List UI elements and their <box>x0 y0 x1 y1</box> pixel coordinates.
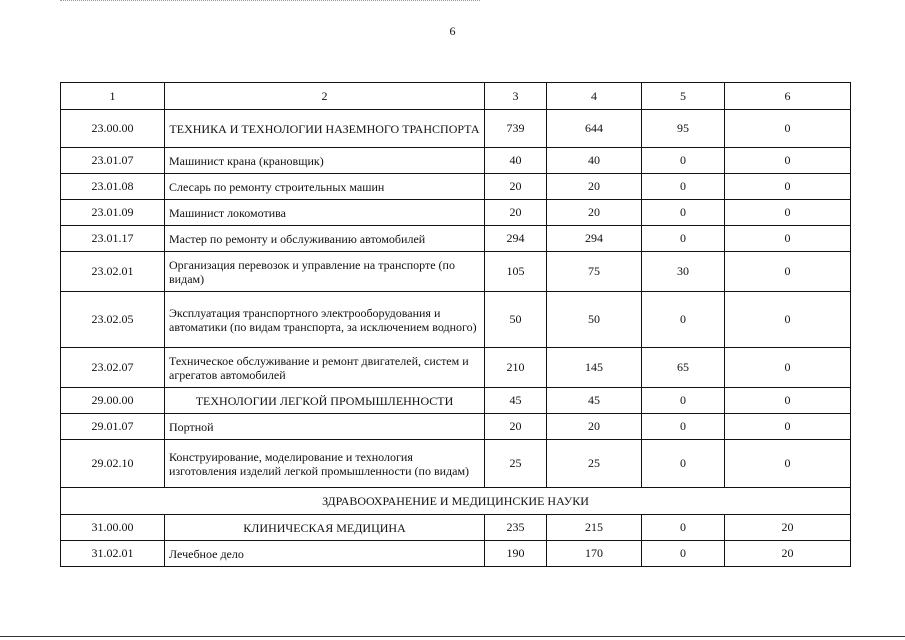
col5-cell: 65 <box>642 348 725 388</box>
total-cell: 40 <box>485 148 547 174</box>
col5-cell: 0 <box>642 292 725 348</box>
table-row <box>61 292 851 348</box>
col5-cell: 0 <box>642 174 725 200</box>
col5-cell: 0 <box>642 226 725 252</box>
col6-cell: 0 <box>725 440 851 488</box>
col6-cell: 0 <box>725 292 851 348</box>
table-row <box>61 148 851 174</box>
total-cell: 20 <box>485 414 547 440</box>
table-body <box>61 83 851 567</box>
col6-cell: 0 <box>725 348 851 388</box>
col4-cell: 20 <box>547 414 642 440</box>
col6-cell: 20 <box>725 541 851 567</box>
scan-artifact-top <box>60 0 480 3</box>
col6-cell: 0 <box>725 388 851 414</box>
col5-cell: 0 <box>642 414 725 440</box>
name-cell: ТЕХНОЛОГИИ ЛЕГКОЙ ПРОМЫШЛЕННОСТИ <box>165 388 485 414</box>
code-cell: 29.01.07 <box>61 414 165 440</box>
col4-cell: 40 <box>547 148 642 174</box>
column-header: 1 <box>61 83 165 110</box>
col5-cell: 0 <box>642 541 725 567</box>
total-cell: 235 <box>485 515 547 541</box>
name-cell: Техническое обслуживание и ремонт двигателей, систем и агрегатов автомобилей <box>165 348 485 388</box>
code-cell: 31.02.01 <box>61 541 165 567</box>
name-cell: КЛИНИЧЕСКАЯ МЕДИЦИНА <box>165 515 485 541</box>
total-cell: 20 <box>485 200 547 226</box>
total-cell: 294 <box>485 226 547 252</box>
col4-cell: 20 <box>547 200 642 226</box>
total-cell: 739 <box>485 110 547 148</box>
col6-cell: 20 <box>725 515 851 541</box>
name-cell: ТЕХНИКА И ТЕХНОЛОГИИ НАЗЕМНОГО ТРАНСПОРТА <box>165 110 485 148</box>
name-cell: Машинист крана (крановщик) <box>165 148 485 174</box>
total-cell: 105 <box>485 252 547 292</box>
col4-cell: 45 <box>547 388 642 414</box>
table-header-row <box>61 83 851 110</box>
code-cell: 23.00.00 <box>61 110 165 148</box>
code-cell: 23.02.05 <box>61 292 165 348</box>
col5-cell: 0 <box>642 388 725 414</box>
col5-cell: 95 <box>642 110 725 148</box>
specialties-table <box>60 82 851 567</box>
total-cell: 25 <box>485 440 547 488</box>
col4-cell: 20 <box>547 174 642 200</box>
group-row <box>61 515 851 541</box>
col4-cell: 145 <box>547 348 642 388</box>
total-cell: 210 <box>485 348 547 388</box>
name-cell: Машинист локомотива <box>165 200 485 226</box>
table-row <box>61 200 851 226</box>
col5-cell: 30 <box>642 252 725 292</box>
code-cell: 23.02.07 <box>61 348 165 388</box>
name-cell: Мастер по ремонту и обслуживанию автомобилей <box>165 226 485 252</box>
total-cell: 50 <box>485 292 547 348</box>
code-cell: 23.01.17 <box>61 226 165 252</box>
column-header: 5 <box>642 83 725 110</box>
column-header: 3 <box>485 83 547 110</box>
name-cell: Лечебное дело <box>165 541 485 567</box>
col6-cell: 0 <box>725 148 851 174</box>
col6-cell: 0 <box>725 110 851 148</box>
scan-artifact-bottom <box>0 636 905 637</box>
col5-cell: 0 <box>642 440 725 488</box>
code-cell: 23.01.08 <box>61 174 165 200</box>
table-row <box>61 440 851 488</box>
name-cell: Организация перевозок и управление на транспорте (по видам) <box>165 252 485 292</box>
code-cell: 29.02.10 <box>61 440 165 488</box>
code-cell: 23.01.09 <box>61 200 165 226</box>
code-cell: 31.00.00 <box>61 515 165 541</box>
col6-cell: 0 <box>725 252 851 292</box>
name-cell: Слесарь по ремонту строительных машин <box>165 174 485 200</box>
section-row <box>61 488 851 515</box>
col4-cell: 644 <box>547 110 642 148</box>
code-cell: 23.02.01 <box>61 252 165 292</box>
code-cell: 23.01.07 <box>61 148 165 174</box>
total-cell: 20 <box>485 174 547 200</box>
code-cell: 29.00.00 <box>61 388 165 414</box>
total-cell: 190 <box>485 541 547 567</box>
group-row <box>61 388 851 414</box>
table-row <box>61 226 851 252</box>
section-title: ЗДРАВООХРАНЕНИЕ И МЕДИЦИНСКИЕ НАУКИ <box>61 488 851 515</box>
column-header: 2 <box>165 83 485 110</box>
column-header: 6 <box>725 83 851 110</box>
col5-cell: 0 <box>642 148 725 174</box>
col4-cell: 170 <box>547 541 642 567</box>
col4-cell: 294 <box>547 226 642 252</box>
name-cell: Эксплуатация транспортного электрооборудования и автоматики (по видам транспорта, за исключением водного) <box>165 292 485 348</box>
column-header: 4 <box>547 83 642 110</box>
col4-cell: 25 <box>547 440 642 488</box>
col6-cell: 0 <box>725 414 851 440</box>
total-cell: 45 <box>485 388 547 414</box>
col6-cell: 0 <box>725 174 851 200</box>
col5-cell: 0 <box>642 200 725 226</box>
table-row <box>61 348 851 388</box>
col5-cell: 0 <box>642 515 725 541</box>
page-number: 6 <box>449 24 456 38</box>
col4-cell: 50 <box>547 292 642 348</box>
name-cell: Конструирование, моделирование и технология изготовления изделий легкой промышленности (по видам) <box>165 440 485 488</box>
col4-cell: 75 <box>547 252 642 292</box>
table-row <box>61 541 851 567</box>
col6-cell: 0 <box>725 200 851 226</box>
col4-cell: 215 <box>547 515 642 541</box>
table-row <box>61 414 851 440</box>
name-cell: Портной <box>165 414 485 440</box>
group-row <box>61 110 851 148</box>
col6-cell: 0 <box>725 226 851 252</box>
table-row <box>61 252 851 292</box>
table-row <box>61 174 851 200</box>
